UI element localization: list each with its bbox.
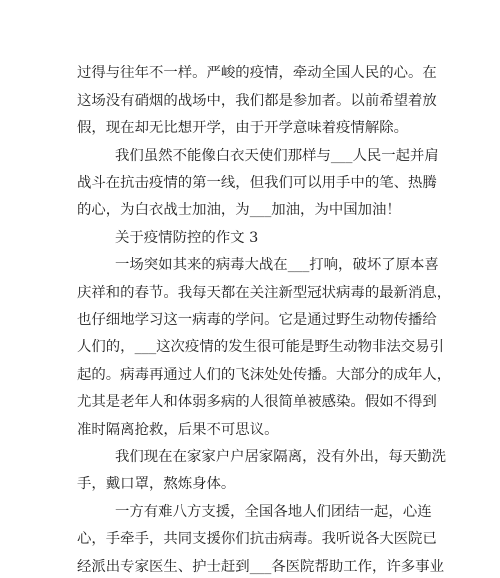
text-line: 过得与往年不一样。严峻的疫情，牵动全国人民的心。在	[77, 65, 437, 81]
text-line: 准时隔离抢救，后果不可思议。	[77, 422, 279, 438]
text-line: 的心，为白衣战士加油，为___加油，为中国加油！	[77, 202, 401, 218]
text-line: 尤其是老年人和体弱多病的人很简单被感染。假如不得到	[77, 394, 437, 410]
text-line: 也仔细地学习这一病毒的学问。它是通过野生动物传播给	[77, 312, 437, 328]
text-line: 战斗在抗击疫情的第一线，但我们可以用手中的笔、热腾	[77, 175, 437, 191]
text-line: 起的。病毒再通过人们的飞沫处处传播。大部分的成年人，	[77, 367, 452, 383]
text-line: 我们现在在家家户户居家隔离，没有外出，每天勤洗	[115, 449, 446, 465]
text-line: 心，手牵手，共同支援你们抗击病毒。我听说各大医院已	[77, 531, 437, 547]
text-line: 我们虽然不能像白衣天使们那样与___人民一起并肩	[115, 148, 439, 164]
text-line: 手，戴口罩，熬炼身体。	[77, 476, 236, 492]
text-line: 一场突如其来的病毒大战在___打响，破坏了原本喜	[115, 257, 439, 273]
text-line: 这场没有硝烟的战场中，我们都是参加者。以前希望着放	[77, 93, 437, 109]
text-line: 经派出专家医生、护士赶到___各医院帮助工作，许多事业	[77, 559, 444, 575]
text-line: 一方有难八方支援，全国各地人们团结一起，心连	[115, 504, 432, 520]
text-line: 假，现在却无比想开学，由于开学意味着疫情解除。	[77, 120, 408, 136]
text-line: 人们的，___这次疫情的发生很可能是野生动物非法交易引	[77, 339, 444, 355]
text-line: 庆祥和的春节。我每天都在关注新型冠状病毒的最新消息，	[77, 285, 452, 301]
section-heading: 关于疫情防控的作文 3	[115, 230, 259, 246]
